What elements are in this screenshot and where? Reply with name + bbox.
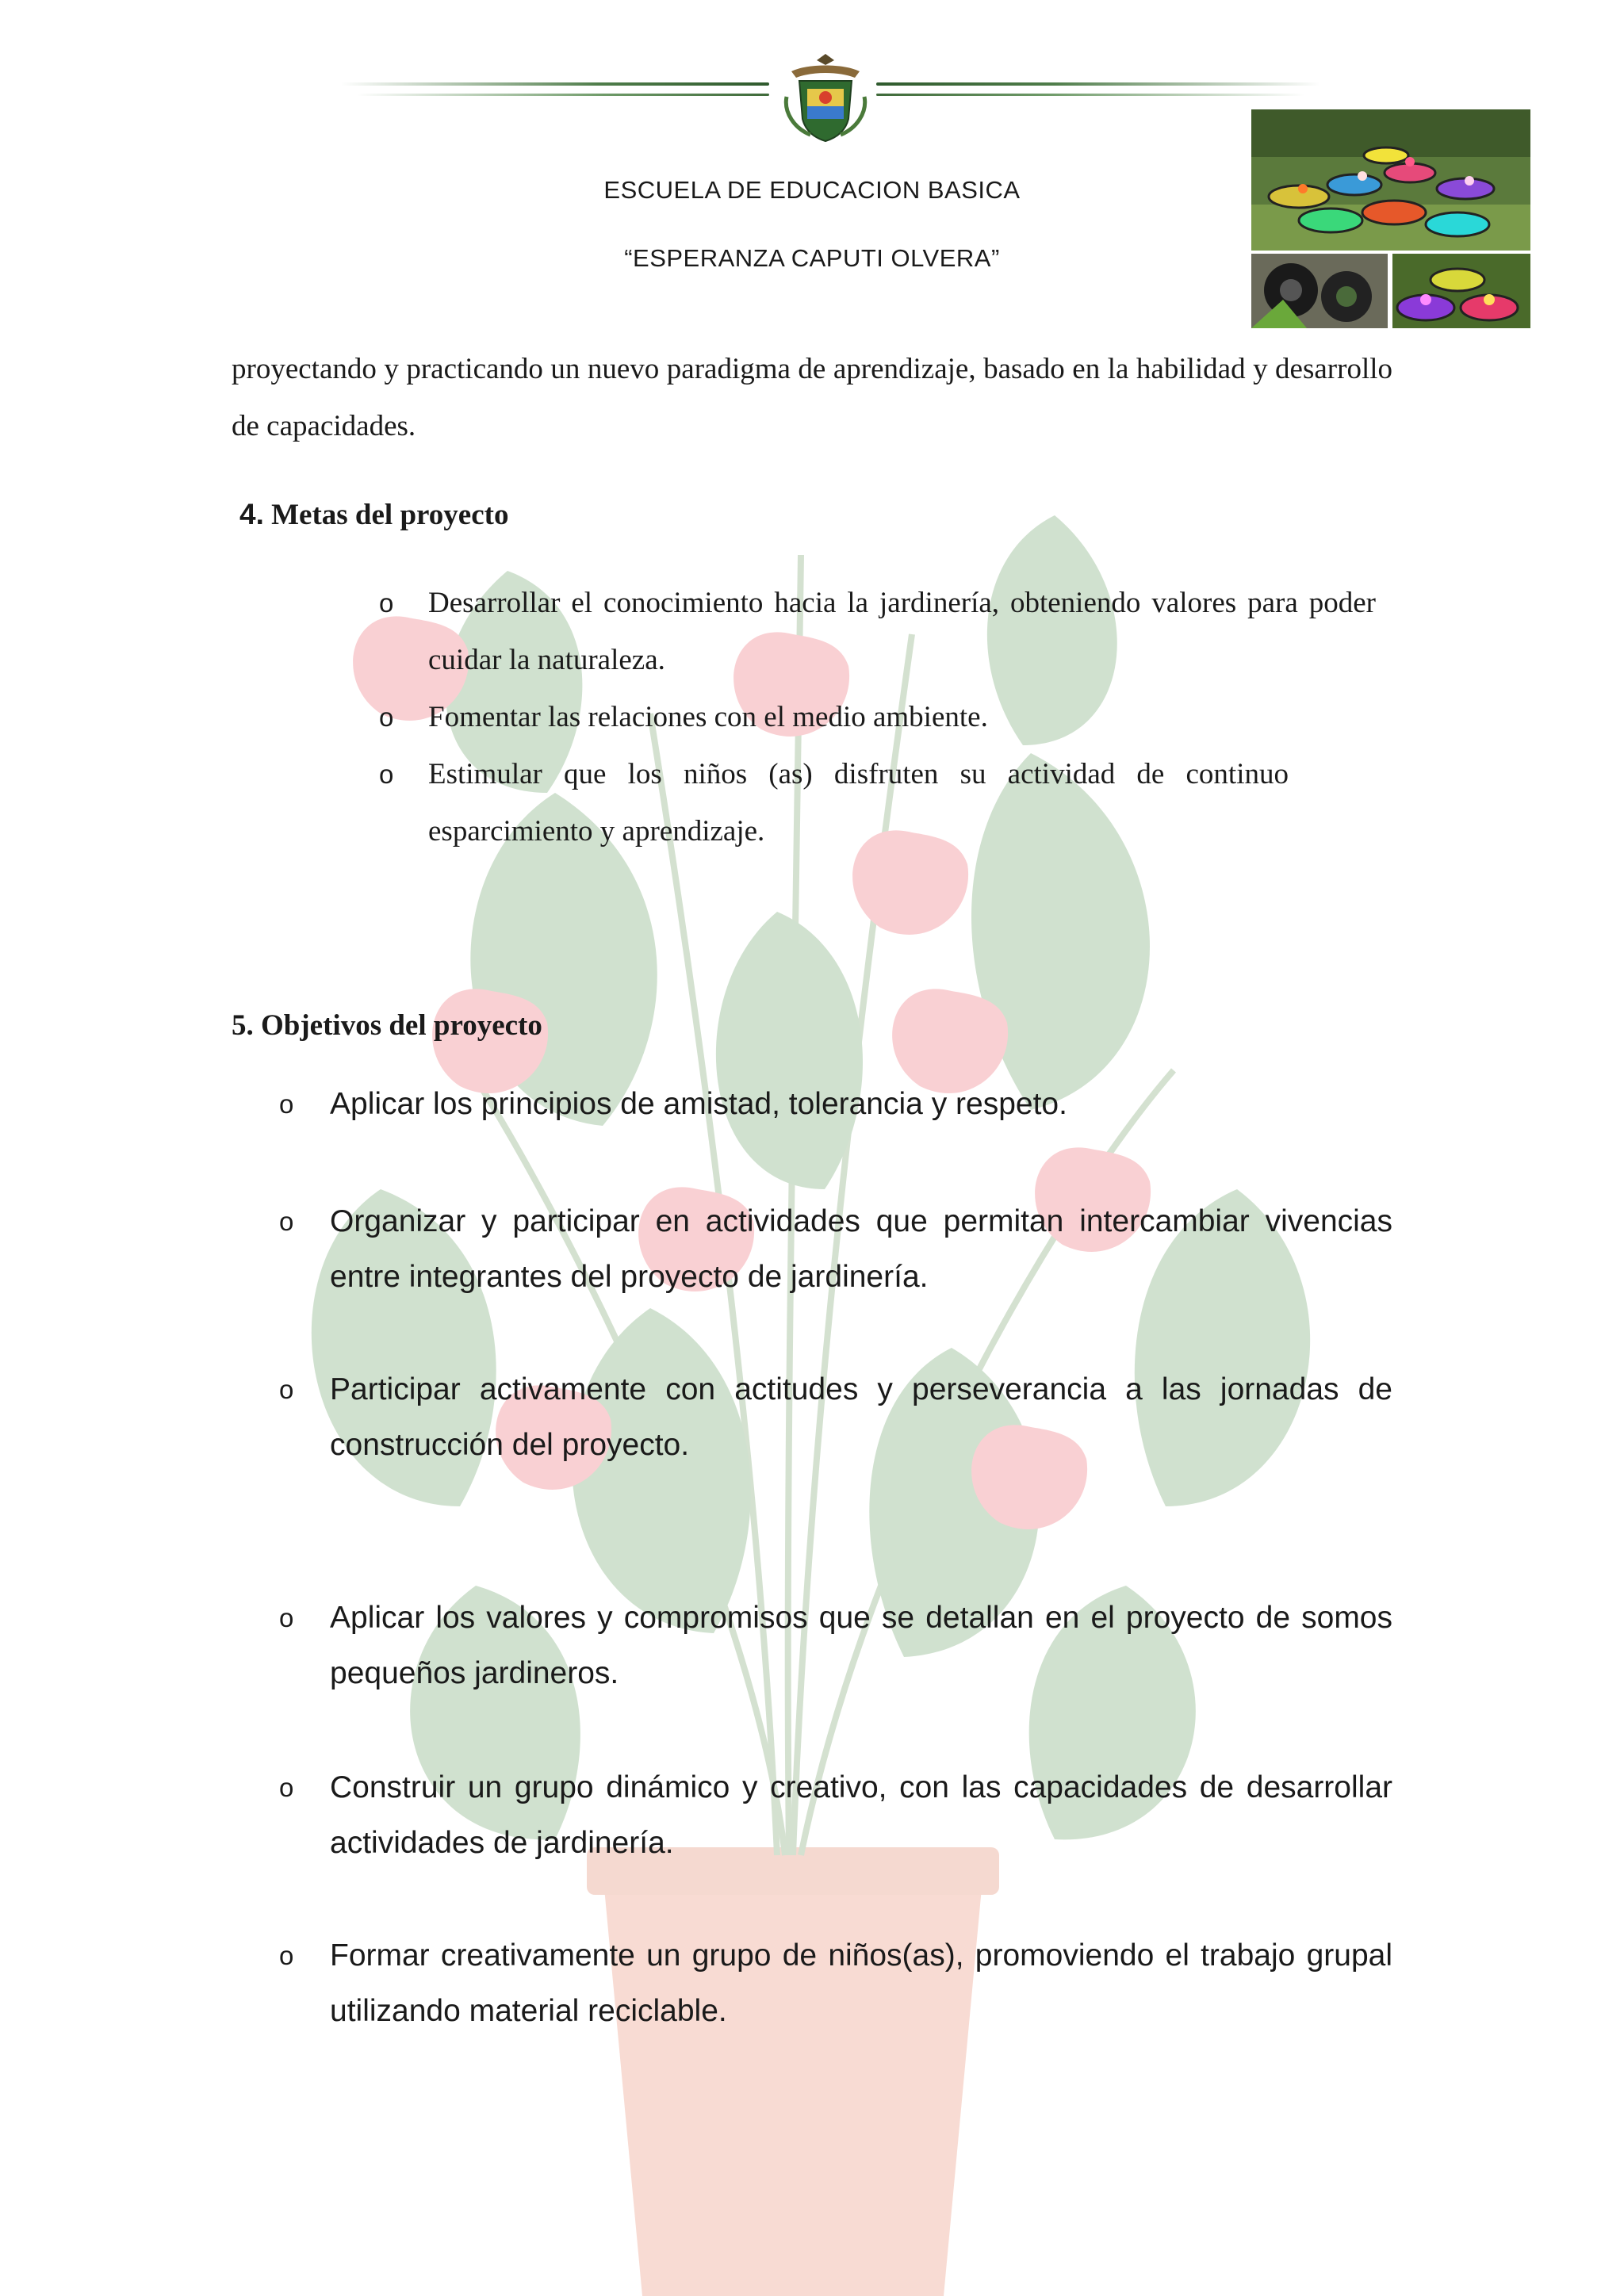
section-4-title: Metas del proyecto [271,499,509,531]
list-item-text: Fomentar las relaciones con el medio ambiente. [428,701,988,733]
header-rule-right-thin [876,94,1304,96]
list-item [279,1362,1392,1473]
list-item [279,1077,1392,1132]
list-item-text: Aplicar los valores y compromisos que se detallan en el proyecto de somos pequeños jardineros. [330,1601,1392,1690]
school-type-heading: ESCUELA DE EDUCACION BASICA [603,176,1021,204]
section-4-number: 4. [239,498,264,530]
section-5-title: Objetivos del proyecto [261,1009,542,1042]
list-item [279,1928,1392,2039]
header-rule-left [341,82,769,86]
school-crest-logo [776,49,875,144]
list-item [373,689,1376,746]
list-item [279,1760,1392,1871]
bullet-marker: o [379,588,394,618]
list-item-text: Estimular que los niños (as) disfruten su actividad de continuo esparcimiento y aprendizaje. [428,758,1289,848]
list-item-text: Desarrollar el conocimiento hacia la jardinería, obteniendo valores para poder cuidar la naturaleza. [428,587,1376,676]
list-item-text: Participar activamente con actitudes y perseverancia a las jornadas de construcción del proyecto. [330,1372,1392,1462]
bullet-marker: o [279,1773,294,1802]
bullet-marker: o [279,1603,294,1632]
header-rule-right [876,82,1320,86]
header-rule-left-thin [357,94,769,96]
bullet-marker: o [279,1089,294,1119]
bullet-marker: o [379,702,394,732]
bullet-marker: o [279,1375,294,1404]
section-4-heading [239,498,508,532]
list-item [279,1194,1392,1305]
section-5-number: 5. [232,1009,254,1042]
intro-paragraph: proyectando y practicando un nuevo paradigma de aprendizaje, basado en la habilidad y desarrollo de capacidades. [232,353,1392,442]
list-item-text: Aplicar los principios de amistad, tolerancia y respeto. [330,1087,1067,1121]
list-item [279,1590,1392,1701]
section-5-heading [232,1008,542,1043]
list-item-text: Formar creativamente un grupo de niños(as), promoviendo el trabajo grupal utilizando material reciclable. [330,1938,1392,2028]
bullet-marker: o [279,1941,294,1970]
list-item [373,746,1289,860]
tire-garden-photos [1251,109,1530,328]
section-4-list [373,575,1376,860]
school-name-heading: “ESPERANZA CAPUTI OLVERA” [624,244,1000,272]
bullet-marker: o [379,760,394,789]
list-item [373,575,1376,689]
bullet-marker: o [279,1207,294,1236]
list-item-text: Organizar y participar en actividades que permitan intercambiar vivencias entre integrantes del proyecto de jardinería. [330,1204,1392,1294]
list-item-text: Construir un grupo dinámico y creativo, con las capacidades de desarrollar actividades de jardinería. [330,1770,1392,1860]
